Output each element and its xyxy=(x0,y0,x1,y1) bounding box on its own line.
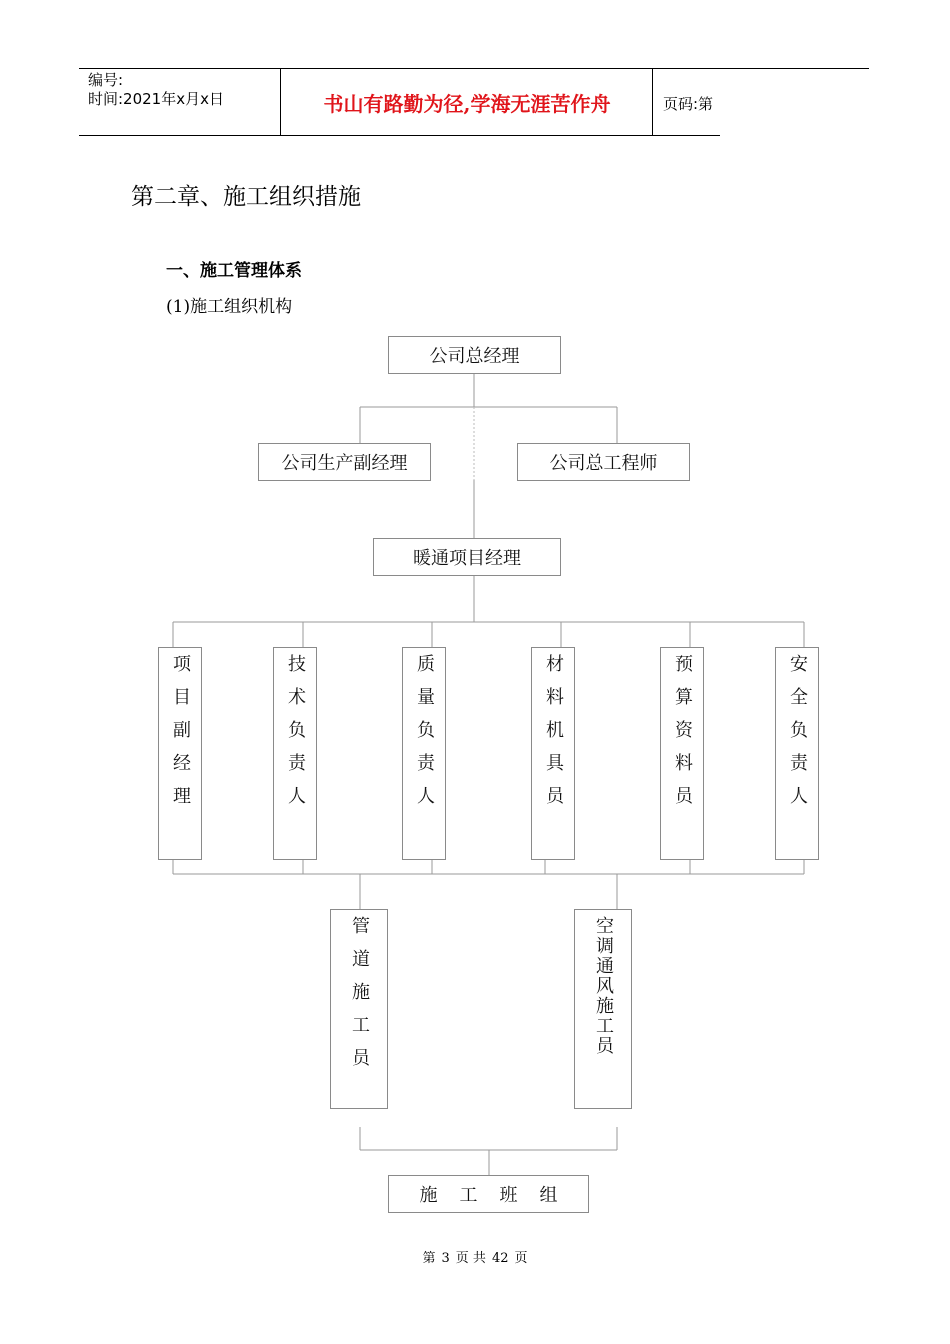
document-time-label: 时间:2021年x月x日 xyxy=(88,90,224,108)
footer-current-page: 3 xyxy=(441,1251,450,1266)
general-manager-box: 公司总经理 xyxy=(388,336,561,374)
pipe-construction-worker-box: 管道施工员 xyxy=(330,909,388,1109)
materials-equipment-officer-box: 材料机具员 xyxy=(531,647,575,860)
team-char: 组 xyxy=(539,1185,558,1206)
deputy-production-manager-box: 公司生产副经理 xyxy=(258,443,431,481)
chapter-title: 第二章、施工组织措施 xyxy=(131,184,361,210)
project-deputy-manager-box: 项目副经理 xyxy=(158,647,202,860)
header-page-label: 页码:第 xyxy=(663,95,714,113)
hvac-project-manager-box: 暖通项目经理 xyxy=(373,538,561,576)
document-number-label: 编号: xyxy=(88,71,124,89)
chief-engineer-box: 公司总工程师 xyxy=(517,443,690,481)
technical-lead-box: 技术负责人 xyxy=(273,647,317,860)
team-char: 班 xyxy=(499,1185,518,1206)
safety-lead-box: 安全负责人 xyxy=(775,647,819,860)
ac-ventilation-worker-box: 空调通风施工员 xyxy=(574,909,632,1109)
budget-documents-officer-box: 预算资料员 xyxy=(660,647,704,860)
footer-total-pages: 42 xyxy=(491,1251,509,1266)
subsection-title: (1)施工组织机构 xyxy=(166,297,293,317)
footer-middle: 页 共 xyxy=(455,1251,486,1266)
page-footer xyxy=(0,1247,950,1266)
header-motto: 书山有路勤为径,学海无涯苦作舟 xyxy=(323,92,611,116)
construction-team-box xyxy=(388,1175,589,1213)
team-char: 施 xyxy=(419,1185,438,1206)
section-title: 一、施工管理体系 xyxy=(166,261,302,281)
footer-suffix: 页 xyxy=(514,1251,528,1266)
quality-lead-box: 质量负责人 xyxy=(402,647,446,860)
footer-prefix: 第 xyxy=(422,1251,436,1266)
team-char: 工 xyxy=(459,1185,478,1206)
